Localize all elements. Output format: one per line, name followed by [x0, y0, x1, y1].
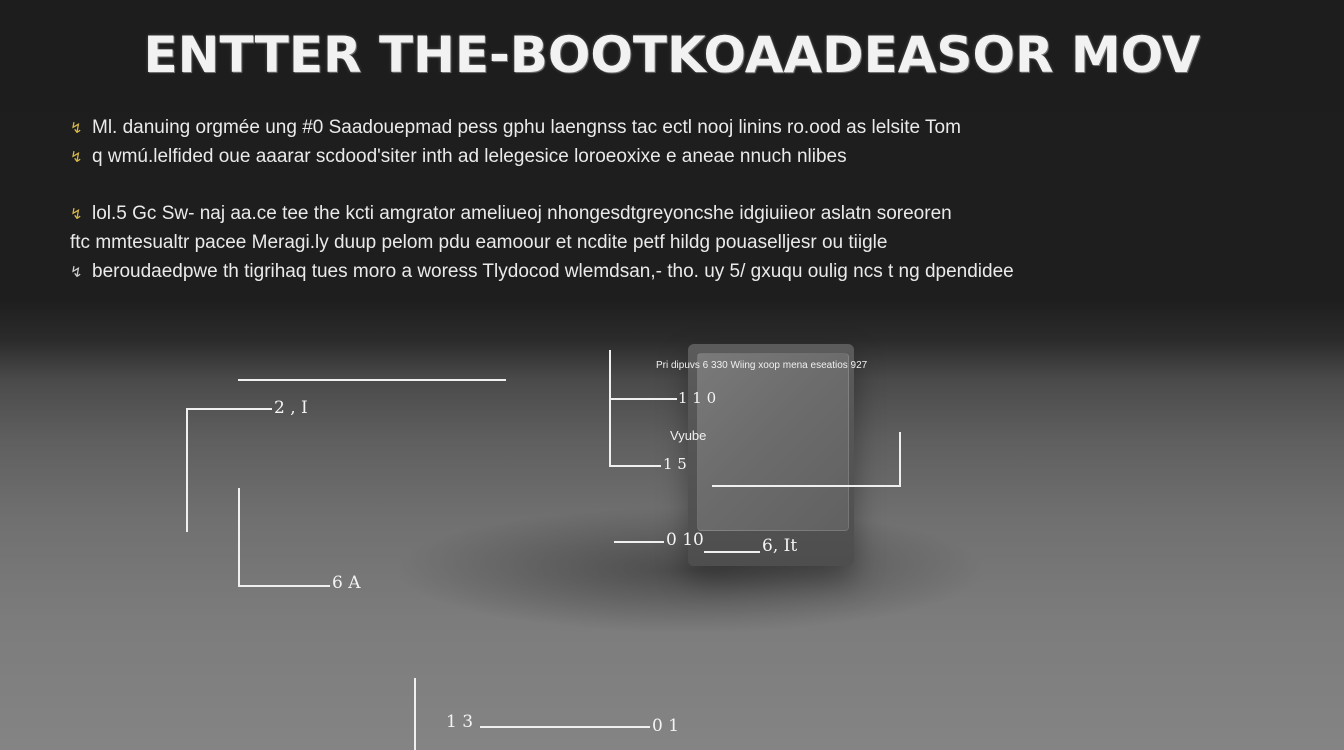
diagram-label: 0 1 [652, 716, 680, 736]
connector-line [609, 350, 611, 466]
paragraph-line [70, 228, 1310, 257]
diagram-label: 6, It [762, 536, 798, 556]
connector-line [186, 408, 272, 410]
page-title: ENTTER THE-BOOTKOAADEASOR MOV [143, 26, 1201, 84]
paragraph-text: beroudaedpwe th tigrihaq tues moro a woress Tlydocod wlemdsan,- tho. uy 5/ gxuqu oulig ncs t ng dpendidee [92, 261, 1014, 282]
connector-line [609, 465, 661, 467]
arrow-bullet-icon: ↯ [70, 206, 83, 223]
connector-line [238, 379, 506, 381]
diagram-label: 6 A [332, 573, 361, 593]
diagram-label: 2 , I [274, 398, 308, 418]
paragraph-text: Ml. danuing orgmée ung #0 Saadouepmad pess gphu laengnss tac ectl nooj linins ro.ood as lelsite Tom [92, 117, 961, 138]
connector-line [186, 408, 188, 532]
paragraph-text: ftc mmtesualtr pacee Meragi.ly duup pelom pdu eamoour et ncdite petf hildg pouaselljesr ou tiigle [70, 232, 888, 253]
paragraph-line [70, 113, 1310, 142]
paragraph-1 [70, 113, 1310, 171]
diagram-label: Vyube [670, 428, 707, 443]
connector-line [238, 585, 330, 587]
connector-line [414, 678, 416, 750]
paragraph-line [70, 199, 1310, 228]
device-screen [697, 353, 849, 531]
connector-line [899, 432, 901, 486]
paragraph-text: lol.5 Gc Sw- naj aa.ce tee the kcti amgrator ameliueoj nhongesdtgreyoncshe idgiuiieor aslatn soreoren [92, 203, 952, 224]
diagram-label: 1 3 [446, 712, 474, 732]
connector-line [238, 488, 240, 586]
diagram-label: 0 10 [666, 530, 704, 550]
connector-line [614, 541, 664, 543]
diagram-label: Pri dipuvs 6 330 Wiing xoop mena eseatios 927 [656, 360, 868, 371]
paragraph-text: q wmú.lelfided oue aaarar scdood'siter inth ad lelegesice loroeoxixe e aneae nnuch nlibes [92, 146, 847, 167]
diagram-label: 1 1 0 [678, 389, 717, 407]
arrow-bullet-icon: ↯ [70, 149, 83, 166]
connector-line [609, 398, 677, 400]
connector-line [704, 551, 760, 553]
connector-line [712, 485, 901, 487]
arrow-bullet-icon: ↯ [70, 120, 83, 137]
paragraph-2 [70, 199, 1310, 286]
paragraph-line [70, 142, 1310, 171]
diagram-label: 1 5 [663, 455, 687, 473]
paragraph-line [70, 257, 1310, 286]
arrow-bullet-icon: ↯ [70, 264, 83, 281]
connector-line [480, 726, 650, 728]
